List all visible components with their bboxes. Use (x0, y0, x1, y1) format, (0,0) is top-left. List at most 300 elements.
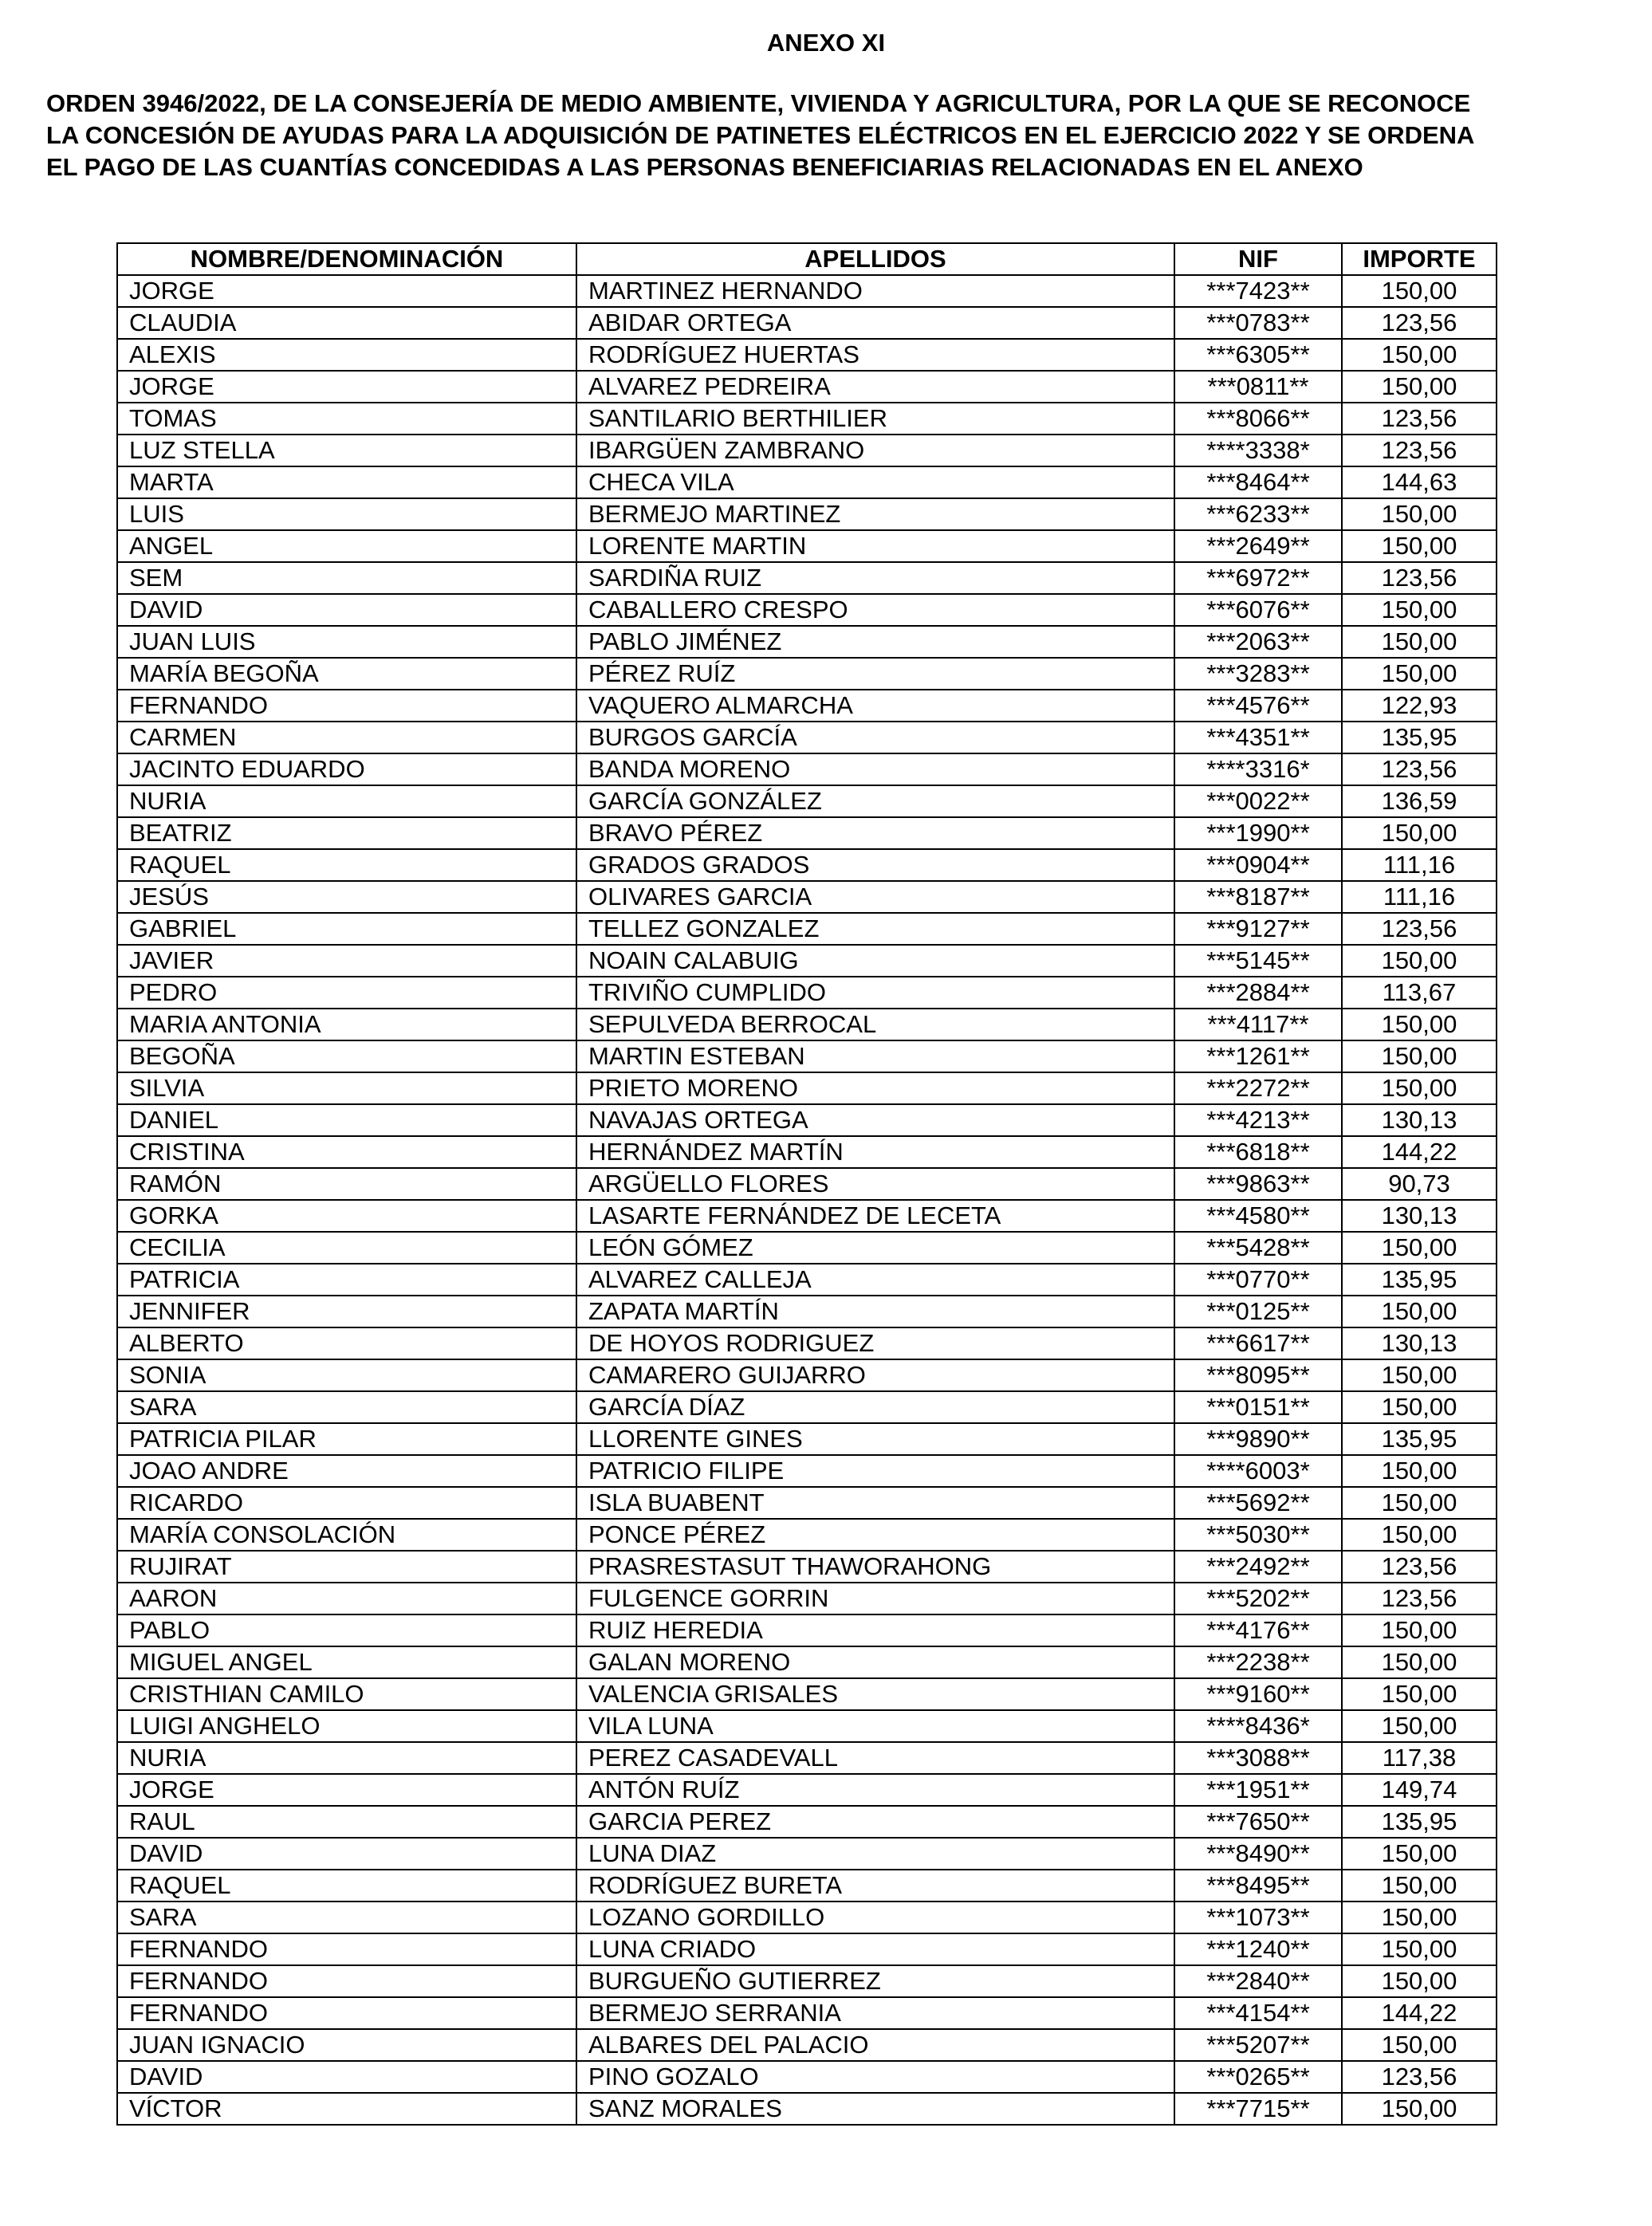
cell-apellidos: DE HOYOS RODRIGUEZ (576, 1327, 1174, 1359)
cell-importe: 150,00 (1342, 1487, 1497, 1519)
cell-nombre: JACINTO EDUARDO (117, 753, 576, 785)
cell-nombre: DANIEL (117, 1104, 576, 1136)
cell-nombre: RAUL (117, 1806, 576, 1838)
table-row (117, 785, 1497, 817)
cell-importe: 150,00 (1342, 2093, 1497, 2125)
cell-apellidos: GALAN MORENO (576, 1646, 1174, 1678)
table-row (117, 1136, 1497, 1168)
cell-nombre: MARÍA BEGOÑA (117, 658, 576, 690)
cell-nif: ***8066** (1174, 403, 1342, 435)
table-row (117, 1870, 1497, 1902)
cell-importe: 135,95 (1342, 722, 1497, 753)
cell-apellidos: GARCÍA GONZÁLEZ (576, 785, 1174, 817)
cell-nombre: RAMÓN (117, 1168, 576, 1200)
cell-apellidos: IBARGÜEN ZAMBRANO (576, 435, 1174, 466)
cell-nif: ***4580** (1174, 1200, 1342, 1232)
cell-nombre: RAQUEL (117, 1870, 576, 1902)
cell-nombre: JUAN IGNACIO (117, 2029, 576, 2061)
cell-importe: 150,00 (1342, 1870, 1497, 1902)
cell-apellidos: ABIDAR ORTEGA (576, 307, 1174, 339)
cell-nombre: SARA (117, 1391, 576, 1423)
cell-nif: ***7715** (1174, 2093, 1342, 2125)
cell-importe: 150,00 (1342, 1232, 1497, 1264)
header-importe: IMPORTE (1342, 243, 1497, 275)
cell-nombre: MARÍA CONSOLACIÓN (117, 1519, 576, 1551)
table-row (117, 1806, 1497, 1838)
cell-nombre: DAVID (117, 2061, 576, 2093)
table-row (117, 1264, 1497, 1296)
cell-apellidos: VILA LUNA (576, 1710, 1174, 1742)
cell-apellidos: PRASRESTASUT THAWORAHONG (576, 1551, 1174, 1583)
cell-nombre: PATRICIA PILAR (117, 1423, 576, 1455)
heading-line: ORDEN 3946/2022, DE LA CONSEJERÍA DE MEDIO AMBIENTE, VIVIENDA Y AGRICULTURA, POR LA QUE SE RECONOCE (46, 89, 1471, 117)
cell-apellidos: TRIVIÑO CUMPLIDO (576, 977, 1174, 1009)
cell-nif: ***5145** (1174, 945, 1342, 977)
cell-nif: ***1951** (1174, 1774, 1342, 1806)
cell-apellidos: LASARTE FERNÁNDEZ DE LECETA (576, 1200, 1174, 1232)
cell-importe: 150,00 (1342, 1838, 1497, 1870)
cell-apellidos: NAVAJAS ORTEGA (576, 1104, 1174, 1136)
table-row (117, 690, 1497, 722)
table-row (117, 435, 1497, 466)
cell-apellidos: PRIETO MORENO (576, 1072, 1174, 1104)
cell-importe: 130,13 (1342, 1200, 1497, 1232)
cell-nombre: MIGUEL ANGEL (117, 1646, 576, 1678)
cell-importe: 149,74 (1342, 1774, 1497, 1806)
table-row (117, 1710, 1497, 1742)
cell-nombre: CARMEN (117, 722, 576, 753)
cell-nombre: BEGOÑA (117, 1040, 576, 1072)
cell-nif: ***4576** (1174, 690, 1342, 722)
cell-importe: 135,95 (1342, 1264, 1497, 1296)
cell-apellidos: BERMEJO MARTINEZ (576, 498, 1174, 530)
header-nombre: NOMBRE/DENOMINACIÓN (117, 243, 576, 275)
cell-nombre: LUIGI ANGHELO (117, 1710, 576, 1742)
cell-nif: ***4351** (1174, 722, 1342, 753)
table-row (117, 1646, 1497, 1678)
cell-apellidos: MARTINEZ HERNANDO (576, 275, 1174, 307)
cell-nombre: TOMAS (117, 403, 576, 435)
cell-importe: 123,56 (1342, 2061, 1497, 2093)
cell-nif: ***0770** (1174, 1264, 1342, 1296)
cell-nif: ***8495** (1174, 1870, 1342, 1902)
cell-nif: ***2840** (1174, 1965, 1342, 1997)
cell-nombre: JESÚS (117, 881, 576, 913)
cell-nif: ***4176** (1174, 1614, 1342, 1646)
table-row (117, 881, 1497, 913)
cell-apellidos: PATRICIO FILIPE (576, 1455, 1174, 1487)
cell-nif: ***2492** (1174, 1551, 1342, 1583)
cell-nombre: FERNANDO (117, 1997, 576, 2029)
cell-apellidos: ARGÜELLO FLORES (576, 1168, 1174, 1200)
cell-nif: ***9890** (1174, 1423, 1342, 1455)
cell-nif: ***1073** (1174, 1902, 1342, 1933)
cell-nif: ***0265** (1174, 2061, 1342, 2093)
cell-importe: 117,38 (1342, 1742, 1497, 1774)
table-row (117, 658, 1497, 690)
cell-importe: 150,00 (1342, 498, 1497, 530)
cell-importe: 113,67 (1342, 977, 1497, 1009)
cell-apellidos: VAQUERO ALMARCHA (576, 690, 1174, 722)
cell-apellidos: NOAIN CALABUIG (576, 945, 1174, 977)
cell-importe: 150,00 (1342, 1040, 1497, 1072)
cell-apellidos: HERNÁNDEZ MARTÍN (576, 1136, 1174, 1168)
cell-importe: 150,00 (1342, 1710, 1497, 1742)
cell-apellidos: BURGUEÑO GUTIERREZ (576, 1965, 1174, 1997)
cell-nombre: JORGE (117, 1774, 576, 1806)
cell-nif: ***6818** (1174, 1136, 1342, 1168)
cell-nif: ***5202** (1174, 1583, 1342, 1614)
header-nif: NIF (1174, 243, 1342, 275)
cell-nombre: BEATRIZ (117, 817, 576, 849)
cell-nombre: JENNIFER (117, 1296, 576, 1327)
table-row (117, 1614, 1497, 1646)
cell-importe: 150,00 (1342, 1902, 1497, 1933)
table-row (117, 626, 1497, 658)
cell-apellidos: ALVAREZ PEDREIRA (576, 371, 1174, 403)
cell-importe: 123,56 (1342, 435, 1497, 466)
table-row (117, 1104, 1497, 1136)
cell-importe: 135,95 (1342, 1806, 1497, 1838)
cell-nif: ***0125** (1174, 1296, 1342, 1327)
table-row (117, 1455, 1497, 1487)
cell-nombre: SARA (117, 1902, 576, 1933)
cell-nombre: FERNANDO (117, 1965, 576, 1997)
cell-nombre: DAVID (117, 594, 576, 626)
cell-nif: ****8436* (1174, 1710, 1342, 1742)
cell-importe: 144,22 (1342, 1136, 1497, 1168)
table-row (117, 339, 1497, 371)
cell-importe: 136,59 (1342, 785, 1497, 817)
cell-nif: ***5692** (1174, 1487, 1342, 1519)
table-row (117, 753, 1497, 785)
cell-importe: 123,56 (1342, 403, 1497, 435)
cell-apellidos: VALENCIA GRISALES (576, 1678, 1174, 1710)
cell-importe: 150,00 (1342, 1933, 1497, 1965)
cell-nombre: LUIS (117, 498, 576, 530)
table-row (117, 1774, 1497, 1806)
cell-nombre: NURIA (117, 785, 576, 817)
heading-line: LA CONCESIÓN DE AYUDAS PARA LA ADQUISICIÓN DE PATINETES ELÉCTRICOS EN EL EJERCICIO 2022 Y SE ORDENA (46, 121, 1475, 149)
cell-importe: 150,00 (1342, 1359, 1497, 1391)
cell-importe: 150,00 (1342, 1072, 1497, 1104)
cell-apellidos: GARCÍA DÍAZ (576, 1391, 1174, 1423)
table-row (117, 722, 1497, 753)
cell-apellidos: PEREZ CASADEVALL (576, 1742, 1174, 1774)
cell-nombre: JORGE (117, 275, 576, 307)
cell-nif: ***5030** (1174, 1519, 1342, 1551)
cell-nif: ***6233** (1174, 498, 1342, 530)
cell-nombre: PATRICIA (117, 1264, 576, 1296)
cell-apellidos: ALBARES DEL PALACIO (576, 2029, 1174, 2061)
cell-importe: 150,00 (1342, 1009, 1497, 1040)
cell-importe: 90,73 (1342, 1168, 1497, 1200)
table-row (117, 1487, 1497, 1519)
cell-nombre: FERNANDO (117, 690, 576, 722)
cell-nombre: SILVIA (117, 1072, 576, 1104)
cell-apellidos: BURGOS GARCÍA (576, 722, 1174, 753)
cell-nombre: GABRIEL (117, 913, 576, 945)
cell-nombre: CRISTHIAN CAMILO (117, 1678, 576, 1710)
cell-apellidos: BRAVO PÉREZ (576, 817, 1174, 849)
cell-nombre: ALBERTO (117, 1327, 576, 1359)
table-row (117, 1200, 1497, 1232)
cell-importe: 130,13 (1342, 1104, 1497, 1136)
cell-nif: ***0022** (1174, 785, 1342, 817)
cell-nif: ***8187** (1174, 881, 1342, 913)
cell-apellidos: GARCIA PEREZ (576, 1806, 1174, 1838)
table-row (117, 466, 1497, 498)
header-apellidos: APELLIDOS (576, 243, 1174, 275)
cell-importe: 150,00 (1342, 371, 1497, 403)
cell-apellidos: LORENTE MARTIN (576, 530, 1174, 562)
cell-importe: 123,56 (1342, 913, 1497, 945)
document-title: ANEXO XI (766, 29, 886, 57)
cell-nombre: RUJIRAT (117, 1551, 576, 1583)
cell-importe: 150,00 (1342, 594, 1497, 626)
table-row (117, 1678, 1497, 1710)
cell-nif: ****6003* (1174, 1455, 1342, 1487)
cell-nombre: MARTA (117, 466, 576, 498)
cell-apellidos: SANTILARIO BERTHILIER (576, 403, 1174, 435)
table-row (117, 498, 1497, 530)
table-row (117, 275, 1497, 307)
cell-nombre: GORKA (117, 1200, 576, 1232)
table-row (117, 1551, 1497, 1583)
cell-nif: ***6305** (1174, 339, 1342, 371)
table-row (117, 594, 1497, 626)
cell-nif: ***2238** (1174, 1646, 1342, 1678)
cell-nombre: JAVIER (117, 945, 576, 977)
cell-nombre: RAQUEL (117, 849, 576, 881)
cell-nombre: JOAO ANDRE (117, 1455, 576, 1487)
cell-nombre: NURIA (117, 1742, 576, 1774)
cell-nif: ***7423** (1174, 275, 1342, 307)
table-row (117, 371, 1497, 403)
cell-apellidos: RUIZ HEREDIA (576, 1614, 1174, 1646)
cell-importe: 123,56 (1342, 307, 1497, 339)
table-row (117, 307, 1497, 339)
cell-importe: 122,93 (1342, 690, 1497, 722)
cell-apellidos: SEPULVEDA BERROCAL (576, 1009, 1174, 1040)
cell-nif: ***0904** (1174, 849, 1342, 881)
cell-nif: ***0151** (1174, 1391, 1342, 1423)
cell-apellidos: PONCE PÉREZ (576, 1519, 1174, 1551)
cell-apellidos: SANZ MORALES (576, 2093, 1174, 2125)
cell-apellidos: BANDA MORENO (576, 753, 1174, 785)
table-row (117, 1232, 1497, 1264)
table-row (117, 1902, 1497, 1933)
cell-importe: 111,16 (1342, 849, 1497, 881)
table-row (117, 530, 1497, 562)
table-row (117, 2029, 1497, 2061)
table-row (117, 1742, 1497, 1774)
cell-nif: ***1261** (1174, 1040, 1342, 1072)
cell-importe: 150,00 (1342, 1296, 1497, 1327)
table-header-row (117, 243, 1497, 275)
cell-apellidos: CAMARERO GUIJARRO (576, 1359, 1174, 1391)
cell-importe: 111,16 (1342, 881, 1497, 913)
cell-apellidos: FULGENCE GORRIN (576, 1583, 1174, 1614)
cell-importe: 123,56 (1342, 1583, 1497, 1614)
table-row (117, 977, 1497, 1009)
cell-nif: ***0811** (1174, 371, 1342, 403)
cell-apellidos: LOZANO GORDILLO (576, 1902, 1174, 1933)
cell-nif: ****3316* (1174, 753, 1342, 785)
cell-apellidos: RODRÍGUEZ HUERTAS (576, 339, 1174, 371)
cell-nif: ***0783** (1174, 307, 1342, 339)
cell-nif: ***2272** (1174, 1072, 1342, 1104)
table-row (117, 849, 1497, 881)
table-row (117, 913, 1497, 945)
cell-nombre: JORGE (117, 371, 576, 403)
cell-apellidos: CHECA VILA (576, 466, 1174, 498)
cell-importe: 150,00 (1342, 1519, 1497, 1551)
cell-apellidos: ALVAREZ CALLEJA (576, 1264, 1174, 1296)
cell-importe: 150,00 (1342, 626, 1497, 658)
table-row (117, 1583, 1497, 1614)
table-row (117, 1168, 1497, 1200)
table-row (117, 1838, 1497, 1870)
cell-nombre: JUAN LUIS (117, 626, 576, 658)
cell-nif: ***1240** (1174, 1933, 1342, 1965)
cell-nombre: PEDRO (117, 977, 576, 1009)
cell-importe: 144,63 (1342, 466, 1497, 498)
cell-importe: 150,00 (1342, 275, 1497, 307)
table-row (117, 1423, 1497, 1455)
cell-nif: ***4117** (1174, 1009, 1342, 1040)
cell-nif: ***8490** (1174, 1838, 1342, 1870)
cell-importe: 150,00 (1342, 1965, 1497, 1997)
cell-nif: ***9160** (1174, 1678, 1342, 1710)
cell-importe: 135,95 (1342, 1423, 1497, 1455)
cell-nif: ***6617** (1174, 1327, 1342, 1359)
cell-apellidos: ANTÓN RUÍZ (576, 1774, 1174, 1806)
cell-importe: 123,56 (1342, 753, 1497, 785)
cell-apellidos: LUNA DIAZ (576, 1838, 1174, 1870)
table-row (117, 1296, 1497, 1327)
table-row (117, 562, 1497, 594)
cell-apellidos: MARTIN ESTEBAN (576, 1040, 1174, 1072)
table-row (117, 1519, 1497, 1551)
table-row (117, 1072, 1497, 1104)
cell-nif: ***9863** (1174, 1168, 1342, 1200)
table-row (117, 1933, 1497, 1965)
cell-importe: 150,00 (1342, 817, 1497, 849)
cell-apellidos: TELLEZ GONZALEZ (576, 913, 1174, 945)
cell-importe: 150,00 (1342, 339, 1497, 371)
table-row (117, 1391, 1497, 1423)
table-row (117, 817, 1497, 849)
cell-importe: 150,00 (1342, 2029, 1497, 2061)
cell-nif: ***2063** (1174, 626, 1342, 658)
cell-apellidos: PÉREZ RUÍZ (576, 658, 1174, 690)
cell-nombre: CRISTINA (117, 1136, 576, 1168)
beneficiaries-table (116, 242, 1497, 2126)
table-row (117, 2061, 1497, 2093)
cell-nombre: CECILIA (117, 1232, 576, 1264)
cell-nombre: LUZ STELLA (117, 435, 576, 466)
cell-importe: 150,00 (1342, 1455, 1497, 1487)
cell-apellidos: PABLO JIMÉNEZ (576, 626, 1174, 658)
cell-nif: ***9127** (1174, 913, 1342, 945)
cell-nombre: VÍCTOR (117, 2093, 576, 2125)
cell-nif: ***2649** (1174, 530, 1342, 562)
cell-apellidos: LLORENTE GINES (576, 1423, 1174, 1455)
cell-apellidos: BERMEJO SERRANIA (576, 1997, 1174, 2029)
cell-nif: ***4154** (1174, 1997, 1342, 2029)
cell-importe: 123,56 (1342, 1551, 1497, 1583)
cell-apellidos: OLIVARES GARCIA (576, 881, 1174, 913)
cell-nombre: SEM (117, 562, 576, 594)
cell-nif: ***6972** (1174, 562, 1342, 594)
cell-nif: ***5428** (1174, 1232, 1342, 1264)
cell-importe: 150,00 (1342, 1391, 1497, 1423)
cell-nombre: FERNANDO (117, 1933, 576, 1965)
cell-importe: 150,00 (1342, 1614, 1497, 1646)
cell-nif: ***1990** (1174, 817, 1342, 849)
cell-importe: 130,13 (1342, 1327, 1497, 1359)
cell-nombre: PABLO (117, 1614, 576, 1646)
cell-apellidos: ZAPATA MARTÍN (576, 1296, 1174, 1327)
cell-importe: 150,00 (1342, 1646, 1497, 1678)
cell-nif: ****3338* (1174, 435, 1342, 466)
table-row (117, 1359, 1497, 1391)
cell-apellidos: RODRÍGUEZ BURETA (576, 1870, 1174, 1902)
cell-nombre: ALEXIS (117, 339, 576, 371)
cell-apellidos: PINO GOZALO (576, 2061, 1174, 2093)
table-row (117, 403, 1497, 435)
heading-line: EL PAGO DE LAS CUANTÍAS CONCEDIDAS A LAS PERSONAS BENEFICIARIAS RELACIONADAS EN EL ANEXO (46, 153, 1363, 181)
cell-nif: ***5207** (1174, 2029, 1342, 2061)
cell-nif: ***7650** (1174, 1806, 1342, 1838)
cell-importe: 150,00 (1342, 945, 1497, 977)
cell-apellidos: GRADOS GRADOS (576, 849, 1174, 881)
cell-nif: ***8464** (1174, 466, 1342, 498)
document-heading (46, 88, 1609, 183)
cell-nombre: MARIA ANTONIA (117, 1009, 576, 1040)
cell-nif: ***3283** (1174, 658, 1342, 690)
cell-nombre: SONIA (117, 1359, 576, 1391)
cell-nif: ***2884** (1174, 977, 1342, 1009)
cell-apellidos: ISLA BUABENT (576, 1487, 1174, 1519)
table-row (117, 945, 1497, 977)
cell-nombre: RICARDO (117, 1487, 576, 1519)
table-row (117, 2093, 1497, 2125)
cell-nombre: AARON (117, 1583, 576, 1614)
cell-nombre: CLAUDIA (117, 307, 576, 339)
cell-apellidos: SARDIÑA RUIZ (576, 562, 1174, 594)
table-row (117, 1009, 1497, 1040)
cell-nombre: ANGEL (117, 530, 576, 562)
cell-importe: 144,22 (1342, 1997, 1497, 2029)
cell-importe: 150,00 (1342, 658, 1497, 690)
cell-apellidos: CABALLERO CRESPO (576, 594, 1174, 626)
cell-apellidos: LUNA CRIADO (576, 1933, 1174, 1965)
cell-nombre: DAVID (117, 1838, 576, 1870)
cell-importe: 150,00 (1342, 530, 1497, 562)
table-row (117, 1997, 1497, 2029)
table-row (117, 1965, 1497, 1997)
cell-importe: 150,00 (1342, 1678, 1497, 1710)
table-row (117, 1327, 1497, 1359)
cell-importe: 123,56 (1342, 562, 1497, 594)
table-row (117, 1040, 1497, 1072)
cell-nif: ***4213** (1174, 1104, 1342, 1136)
cell-nif: ***8095** (1174, 1359, 1342, 1391)
cell-nif: ***6076** (1174, 594, 1342, 626)
cell-apellidos: LEÓN GÓMEZ (576, 1232, 1174, 1264)
